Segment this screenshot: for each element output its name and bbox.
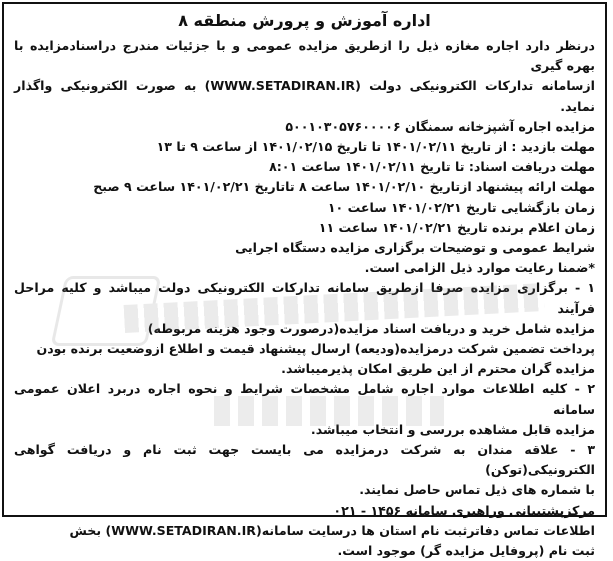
notice-line-9: شرایط عمومی و توضیحات برگزاری مزایده دستگاه اجرایی xyxy=(235,240,595,256)
notice-line-10: *ضمنا رعایت موارد ذیل الزامی است. xyxy=(364,260,595,276)
notice-line-20: اطلاعات تماس دفاترثبت نام استان ها درسایت سامانه(WWW.SETADIRAN.IR) بخش xyxy=(69,522,595,538)
notice-line-5: مهلت دریافت اسناد: تا تاریخ ۱۴۰۱/۰۲/۱۱ ساعت ۸:۰۱ xyxy=(269,159,595,175)
notice-line-11: ۱ - برگزاری مزایده صرفا ازطریق سامانه تدارکات الکترونیکی دولت میباشد و کلیه مراحل فرآیند xyxy=(14,280,595,316)
notice-line-8: زمان اعلام برنده تاریخ ۱۴۰۱/۰۲/۲۱ ساعت ۱۱ xyxy=(318,219,595,235)
notice-line-4: مهلت بازدید : از تاریخ ۱۴۰۱/۰۲/۱۱ تا تاریخ ۱۴۰۱/۰۲/۱۵ از ساعت ۹ تا ۱۳ xyxy=(156,139,595,155)
notice-line-2: ازسامانه تدارکات الکترونیکی دولت (WWW.SETADIRAN.IR) به صورت الکترونیکی واگذار نماید. xyxy=(14,78,595,114)
notice-line-21: ثبت نام (پروفایل مزایده گر) موجود است. xyxy=(337,543,595,559)
notice-line-18: با شماره های ذیل تماس حاصل نمایند. xyxy=(359,482,595,498)
notice-line-17: ۳ - علاقه مندان به شرکت درمزایده می بایست جهت ثبت نام و دریافت گواهی الکترونیکی(توکن) xyxy=(14,442,595,478)
notice-title: اداره آموزش و پرورش منطقه ۸ xyxy=(178,11,431,30)
notice-line-12: مزایده شامل خرید و دریافت اسناد مزایده(درصورت وجود هزینه مربوطه) xyxy=(147,320,595,336)
notice-line-16: مزایده قابل مشاهده بررسی و انتخاب میباشد. xyxy=(310,421,595,437)
notice-line-7: زمان بازگشایی تاریخ ۱۴۰۱/۰۲/۲۱ ساعت ۱۰ xyxy=(327,199,595,215)
notice-line-3: مزایده اجاره آشپزخانه سمنگان ۵۰۰۱۰۳۰۵۷۶۰۰۰۰۶ xyxy=(285,118,595,134)
notice-line-6: مهلت ارائه پیشنهاد ازتاریخ ۱۴۰۱/۰۲/۱۰ ساعت ۸ تاتاریخ ۱۴۰۱/۰۲/۲۱ ساعت ۹ صبح xyxy=(93,179,595,195)
notice-line-13: پرداخت تضمین شرکت درمزایده(ودیعه) ارسال پیشنهاد قیمت و اطلاع ازوضعیت برنده بودن xyxy=(36,341,595,357)
auction-notice xyxy=(2,2,607,559)
notice-line-14: مزایده گران محترم از این طریق امکان پذیرمیباشد. xyxy=(281,361,595,377)
notice-line-19: مرکزپشتیبانی وراهبری سامانه ۱۴۵۶ - ۰۲۱ xyxy=(333,502,595,518)
notice-line-15: ۲ - کلیه اطلاعات موارد اجاره شامل مشخصات شرایط و نحوه اجاره دربرد اعلان عمومی سامانه xyxy=(14,381,595,417)
notice-line-1: درنظر دارد اجاره مغازه ذیل را ازطریق مزایده عمومی و با جزئیات مندرج دراسنادمزایده با بهره گیری xyxy=(14,38,595,74)
